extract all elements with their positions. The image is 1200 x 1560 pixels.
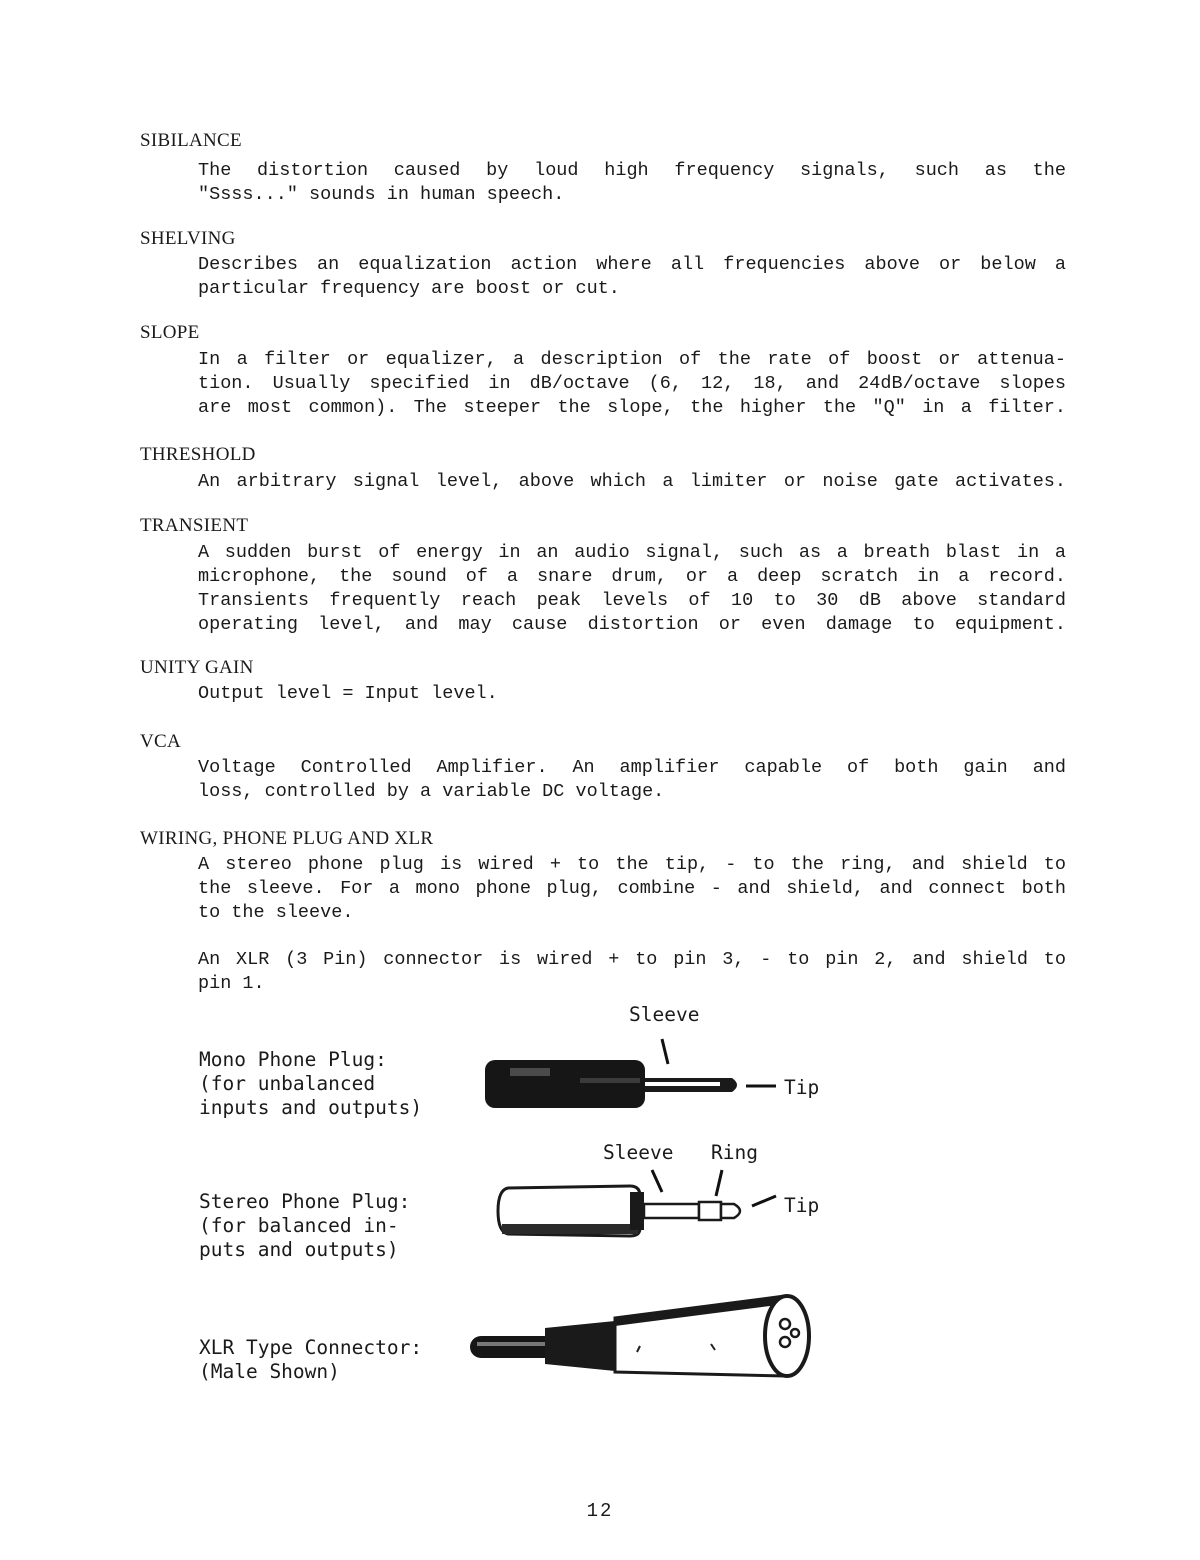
definition-wiring-xlr: [198, 948, 1066, 996]
definition-line: tion. Usually specified in dB/octave (6, 12, 18, and 24dB/octave slopes: [198, 373, 1066, 394]
stereo-collar: [630, 1192, 644, 1230]
definition-shelving: [198, 253, 1066, 301]
term-shelving: SHELVING: [140, 228, 236, 249]
definition-line: A sudden burst of energy in an audio signal, such as a breath blast in a: [198, 542, 1066, 563]
definition-line: Voltage Controlled Amplifier. An amplifier capable of both gain and: [198, 757, 1066, 778]
definition-slope: [198, 348, 1066, 420]
definition-line: to the sleeve.: [198, 902, 354, 923]
definition-line: particular frequency are boost or cut.: [198, 278, 620, 299]
definition-line: An arbitrary signal level, above which a limiter or noise gate activates.: [198, 471, 1066, 492]
stereo-plug-label: Stereo Phone Plug: (for balanced in- puts and outputs): [199, 1190, 411, 1261]
definition-threshold: [198, 470, 1066, 494]
definition-line: are most common). The steeper the slope, the higher the "Q" in a filter.: [198, 397, 1066, 418]
page-number: 12: [586, 1500, 614, 1522]
definition-vca: [198, 756, 1066, 804]
definition-line: loss, controlled by a variable DC voltage.: [198, 781, 665, 802]
term-vca: VCA: [140, 731, 182, 752]
mono-plug-label: Mono Phone Plug: (for unbalanced inputs and outputs): [199, 1048, 423, 1119]
stereo-tip: [721, 1204, 740, 1218]
mono-handle: [485, 1060, 645, 1108]
term-slope: SLOPE: [140, 322, 200, 343]
stereo-tip-pointer: [752, 1196, 776, 1206]
term-wiring: WIRING, PHONE PLUG AND XLR: [140, 828, 434, 849]
definition-sibilance: [198, 159, 1066, 207]
xlr-connector-illustration: [465, 1284, 825, 1384]
mono-tip-callout: Tip: [784, 1076, 820, 1099]
stereo-ring-callout: Ring: [711, 1141, 758, 1164]
definition-line: Transients frequently reach peak levels of 10 to 30 dB above standard: [198, 590, 1066, 611]
stereo-tip-callout: Tip: [784, 1194, 820, 1217]
mono-tip: [720, 1078, 737, 1092]
definition-line: The distortion caused by loud high frequency signals, such as the: [198, 160, 1066, 181]
mono-sleeve-callout: Sleeve: [629, 1003, 700, 1026]
term-threshold: THRESHOLD: [140, 444, 256, 465]
stereo-sleeve-callout: Sleeve: [603, 1141, 674, 1164]
definition-line: Describes an equalization action where all frequencies above or below a: [198, 254, 1066, 275]
xlr-connector-label: XLR Type Connector: (Male Shown): [199, 1336, 423, 1383]
stereo-shaft: [644, 1204, 699, 1218]
definition-line: Output level = Input level.: [198, 683, 498, 704]
term-transient: TRANSIENT: [140, 515, 249, 536]
term-sibilance: SIBILANCE: [140, 130, 242, 151]
definition-wiring: [198, 853, 1066, 925]
stereo-ring-pointer: [716, 1170, 722, 1196]
definition-line: pin 1.: [198, 973, 265, 994]
xlr-end-face: [765, 1296, 809, 1376]
definition-line: microphone, the sound of a snare drum, or a deep scratch in a record.: [198, 566, 1066, 587]
definition-line: the sleeve. For a mono phone plug, combine - and shield, and connect both: [198, 878, 1066, 899]
stereo-phone-plug-illustration: [490, 1166, 800, 1246]
definition-line: operating level, and may cause distortion or even damage to equipment.: [198, 614, 1066, 635]
definition-transient: [198, 541, 1066, 637]
mono-sleeve-pointer: [662, 1039, 668, 1064]
definition-line: "Ssss..." sounds in human speech.: [198, 184, 565, 205]
xlr-strain-relief: [545, 1320, 625, 1372]
definition-line: In a filter or equalizer, a description of the rate of boost or attenua-: [198, 349, 1066, 370]
mono-phone-plug-illustration: [470, 1034, 830, 1114]
definition-line: A stereo phone plug is wired + to the tip, - to the ring, and shield to: [198, 854, 1066, 875]
definition-line: An XLR (3 Pin) connector is wired + to pin 3, - to pin 2, and shield to: [198, 949, 1066, 970]
term-unity-gain: UNITY GAIN: [140, 657, 254, 678]
stereo-ring: [699, 1202, 721, 1220]
definition-unity-gain: [198, 682, 1066, 706]
xlr-cable: [470, 1336, 555, 1358]
stereo-sleeve-pointer: [652, 1170, 662, 1192]
